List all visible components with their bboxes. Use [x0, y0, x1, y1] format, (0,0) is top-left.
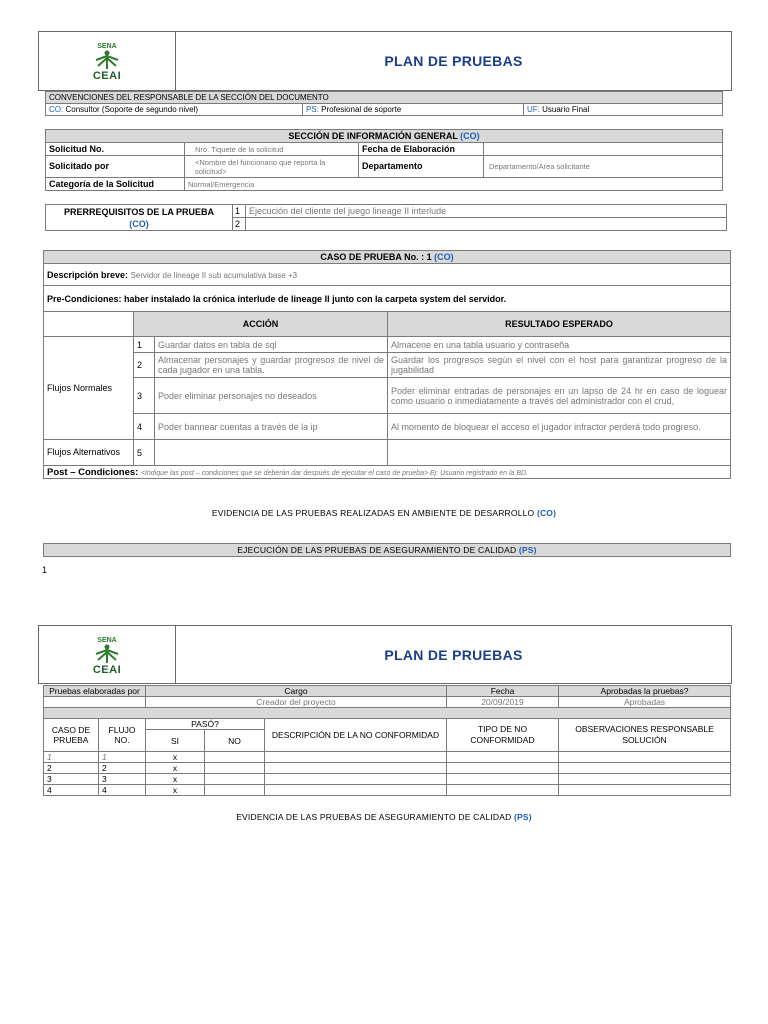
obs-cell[interactable] — [559, 763, 731, 774]
prereq-number: 2 — [233, 218, 246, 231]
section-code: (CO) — [434, 252, 454, 262]
section-code: (CO) — [460, 130, 480, 141]
tipo-cell[interactable] — [447, 774, 559, 785]
flujos-normales-label: Flujos Normales — [44, 337, 134, 440]
general-info-title: SECCIÓN DE INFORMACIÓN GENERAL — [288, 130, 458, 141]
caso-cell: 2 — [44, 763, 99, 774]
desc-cell[interactable] — [265, 752, 447, 763]
si-cell[interactable]: x — [146, 752, 205, 763]
flow-number: 4 — [134, 414, 155, 440]
categoria-label: Categoría de la Solicitud — [46, 178, 185, 191]
prereq-number: 1 — [233, 205, 246, 218]
post-condition-row — [44, 466, 731, 479]
flujo-cell: 4 — [99, 785, 146, 796]
h-flujo: FLUJO NO. — [99, 719, 146, 752]
accion-cell[interactable]: Poder bannear cuentas a través de la ip — [155, 414, 388, 440]
section-code: (PS) — [513, 812, 532, 822]
ceai-text: CEAI — [92, 663, 122, 676]
flujo-cell: 3 — [99, 774, 146, 785]
fecha-label: Fecha de Elaboración — [359, 143, 484, 156]
col-resultado: RESULTADO ESPERADO — [388, 312, 731, 337]
resultado-cell[interactable]: Guardar los progresos según el nivel con el host para garantizar progreso de la jugabilidad — [388, 353, 731, 378]
test-case-header — [44, 251, 731, 264]
departamento-label: Departamento — [359, 156, 484, 178]
sena-logo — [39, 32, 176, 90]
h-si: SI — [146, 730, 205, 752]
convention-code: CO: — [49, 105, 64, 114]
ejecucion-text: EJECUCIÓN DE LAS PRUEBAS DE ASEGURAMIENTO DE CALIDAD — [237, 545, 517, 555]
prereq-label-cell — [46, 205, 233, 231]
prereq-item[interactable] — [246, 218, 727, 231]
desc-label: Descripción breve: — [47, 269, 129, 280]
summary-value[interactable] — [44, 697, 146, 708]
h-desc: DESCRIPCIÓN DE LA NO CONFORMIDAD — [265, 719, 447, 752]
conventions-table — [45, 91, 723, 116]
sena-logo — [39, 626, 176, 683]
solicitud-value[interactable]: Nro. Tiquete de la solicitud — [185, 143, 359, 156]
evidencia-qa-text: EVIDENCIA DE LAS PRUEBAS DE ASEGURAMIENTO DE CALIDAD — [236, 812, 512, 822]
tipo-cell[interactable] — [447, 752, 559, 763]
section-code: (CO) — [129, 218, 149, 229]
categoria-value[interactable]: Normal/Emergencia — [185, 178, 723, 191]
test-case-table — [43, 250, 731, 479]
desc-cell[interactable] — [265, 763, 447, 774]
table-row — [44, 763, 731, 774]
tipo-cell[interactable] — [447, 763, 559, 774]
desc-value[interactable]: Servidor de lineage II sub acumulativa base +3 — [130, 270, 298, 280]
accion-cell[interactable]: Poder eliminar personajes no deseados — [155, 378, 388, 414]
general-info-table — [45, 129, 723, 191]
obs-cell[interactable] — [559, 752, 731, 763]
desc-cell[interactable] — [265, 785, 447, 796]
h-paso: PASÓ? — [146, 719, 265, 730]
summary-header: Aprobadas la pruebas? — [559, 686, 731, 697]
no-cell[interactable] — [205, 752, 265, 763]
flow-number: 1 — [134, 337, 155, 353]
summary-header: Pruebas elaboradas por — [44, 686, 146, 697]
no-cell[interactable] — [205, 774, 265, 785]
summary-value[interactable]: Aprobadas — [559, 697, 731, 708]
convention-text: Usuario Final — [542, 105, 590, 114]
evidencia-dev-line — [38, 508, 730, 518]
resultado-cell[interactable]: Poder eliminar entradas de personajes en un lapso de 24 hr en caso de loguear como usuario o inmediatamente a través del administrador con el crud, — [388, 378, 731, 414]
table-row — [44, 752, 731, 763]
flow-number: 5 — [134, 440, 155, 466]
results-table — [43, 685, 731, 796]
ejecucion-bar — [43, 543, 731, 557]
solicitado-value[interactable]: <Nombre del funcionario que reporta la solicitud> — [185, 156, 359, 178]
no-cell[interactable] — [205, 785, 265, 796]
sena-logo-text: SENA — [97, 43, 117, 50]
prereq-table — [45, 204, 727, 231]
resultado-cell[interactable]: Almacene en una tabla usuario y contraseña — [388, 337, 731, 353]
solicitado-label: Solicitado por — [46, 156, 185, 178]
convention-co — [46, 104, 303, 116]
page1-header — [38, 31, 732, 91]
page2-header — [38, 625, 732, 684]
prereq-label: PRERREQUISITOS DE LA PRUEBA — [63, 206, 215, 217]
no-cell[interactable] — [205, 763, 265, 774]
h-obs: OBSERVACIONES RESPONSABLE SOLUCIÓN — [559, 719, 731, 752]
test-case-title: CASO DE PRUEBA No. : 1 — [320, 252, 432, 262]
flujo-cell: 1 — [99, 752, 146, 763]
convention-text: Consultor (Soporte de segundo nivel) — [65, 105, 198, 114]
sena-logo-icon — [92, 634, 122, 664]
page-number: 1 — [42, 565, 48, 575]
sena-logo-text: SENA — [97, 636, 117, 644]
evidencia-dev-text: EVIDENCIA DE LAS PRUEBAS REALIZADAS EN AMBIENTE DE DESARROLLO — [211, 508, 535, 518]
flujos-alternativos-label: Flujos Alternativos — [44, 440, 134, 466]
departamento-value[interactable]: Departamento/Area solicitante — [484, 156, 723, 178]
page-title: PLAN DE PRUEBAS — [384, 53, 523, 69]
si-cell[interactable]: x — [146, 763, 205, 774]
caso-cell: 1 — [44, 752, 99, 763]
h-tipo: TIPO DE NO CONFORMIDAD — [447, 719, 559, 752]
conventions-header: CONVENCIONES DEL RESPONSABLE DE LA SECCIÓN DEL DOCUMENTO — [46, 92, 723, 104]
prereq-item[interactable]: Ejecución del cliente del juego lineage II interlude — [246, 205, 727, 218]
summary-header: Cargo — [146, 686, 447, 697]
general-info-header — [46, 130, 723, 143]
desc-cell[interactable] — [265, 774, 447, 785]
flujo-cell: 2 — [99, 763, 146, 774]
caso-cell: 3 — [44, 774, 99, 785]
solicitud-label: Solicitud No. — [46, 143, 185, 156]
precondition-row: Pre-Condiciones: haber instalado la crónica interlude de lineage II junto con la carpeta system del servidor. — [44, 286, 731, 312]
flow-number: 2 — [134, 353, 155, 378]
empty-corner — [44, 312, 134, 337]
convention-text: Profesional de soporte — [321, 105, 402, 114]
convention-code: PS: — [306, 105, 319, 114]
convention-ps — [303, 104, 524, 116]
summary-value[interactable]: Creador del proyecto — [146, 697, 447, 708]
summary-value[interactable]: 20/09/2019 — [447, 697, 559, 708]
desc-row — [44, 264, 731, 286]
si-cell[interactable]: x — [146, 785, 205, 796]
tipo-cell[interactable] — [447, 785, 559, 796]
h-caso: CASO DE PRUEBA — [44, 719, 99, 752]
post-value[interactable]: <Indique las post – condiciones que se deberán dar después de ejecutar el caso de prueba> Ej: Usuario registrado en la BD. — [140, 469, 529, 477]
fecha-value[interactable] — [484, 143, 723, 156]
obs-cell[interactable] — [559, 774, 731, 785]
convention-uf — [524, 104, 723, 116]
post-label: Post – Condiciones: — [47, 466, 139, 478]
accion-cell[interactable]: Guardar datos en tabla de sql — [155, 337, 388, 353]
caso-cell: 4 — [44, 785, 99, 796]
si-cell[interactable]: x — [146, 774, 205, 785]
h-no: NO — [205, 730, 265, 752]
page-title: PLAN DE PRUEBAS — [384, 646, 523, 663]
section-code: (CO) — [536, 508, 557, 518]
accion-cell[interactable] — [155, 440, 388, 466]
resultado-cell[interactable] — [388, 440, 731, 466]
ceai-text: CEAI — [92, 70, 122, 82]
table-row — [44, 774, 731, 785]
summary-header: Fecha — [447, 686, 559, 697]
resultado-cell[interactable]: Al momento de bloquear el acceso el jugador infractor perderá todo progreso. — [388, 414, 731, 440]
accion-cell[interactable]: Almacenar personajes y guardar progresos de nivel de cada jugador en una tabla. — [155, 353, 388, 378]
col-accion: ACCIÓN — [134, 312, 388, 337]
sena-logo-icon — [92, 40, 122, 70]
flow-number: 3 — [134, 378, 155, 414]
evidencia-qa-line — [38, 812, 730, 822]
obs-cell[interactable] — [559, 785, 731, 796]
convention-code: UF: — [527, 105, 540, 114]
table-row — [44, 785, 731, 796]
section-code: (PS) — [518, 545, 537, 555]
spacer-row — [44, 708, 731, 719]
